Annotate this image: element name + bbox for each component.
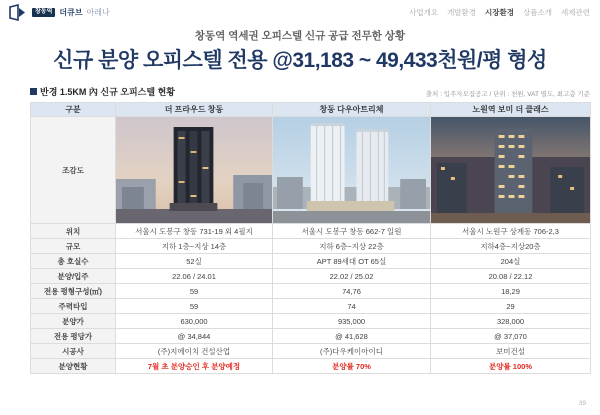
row-label: 분양가 [31, 314, 116, 329]
logo-badge: 창동역 [32, 8, 55, 17]
nav-item-1[interactable]: 개발환경 [447, 8, 477, 17]
cell: 서울시 도봉구 창동 731-19 외 4필지 [116, 224, 273, 239]
cell: 29 [431, 299, 591, 314]
cell: 서울시 도봉구 창동 662-7 일원 [273, 224, 431, 239]
building-rendering-bomi-the-class [431, 117, 590, 223]
cell: @ 34,844 [116, 329, 273, 344]
row-label: 분양현황 [31, 359, 116, 374]
legend-square-icon [30, 88, 37, 95]
cell: 18,29 [431, 284, 591, 299]
cell: 935,000 [273, 314, 431, 329]
corner-header-cell: 구분 [31, 103, 116, 117]
cell: 328,000 [431, 314, 591, 329]
table-row-3 [31, 269, 591, 284]
cube-logo-icon [8, 4, 28, 21]
top-bar [8, 4, 590, 26]
brand-suffix: 아레나 [86, 8, 110, 17]
brand-name: 더큐브 [59, 8, 83, 17]
column-header-bomi-the-class: 노원역 보미 더 클래스 [431, 103, 591, 117]
cell: APT 89세대 OT 65실 [273, 254, 431, 269]
row-label: 시공사 [31, 344, 116, 359]
building-rendering-dau-atriche [273, 117, 430, 223]
cell: 지하 6층~지상 22층 [273, 239, 431, 254]
slide-subtitle: 창동역 역세권 오피스텔 신규 공급 전무한 상황 [194, 30, 406, 42]
cell: 52실 [116, 254, 273, 269]
row-label: 전용 평형구성(㎡) [31, 284, 116, 299]
table-row-2 [31, 254, 591, 269]
row-label: 총 호실수 [31, 254, 116, 269]
cell: 22.06 / 24.01 [116, 269, 273, 284]
rendering-cell-proud-changdong [116, 117, 273, 224]
nav-item-3[interactable]: 상품소개 [523, 8, 553, 17]
table-meta [30, 85, 590, 98]
table-header-row [31, 103, 591, 117]
row-label: 위치 [31, 224, 116, 239]
row-label: 주력타입 [31, 299, 116, 314]
slide-title: 신규 분양 오피스텔 전용 @31,183 ~ 49,433천원/평 형성 [53, 49, 547, 72]
cell: 630,000 [116, 314, 273, 329]
cell: (주)지에이치 건설산업 [116, 344, 273, 359]
cell: 59 [116, 284, 273, 299]
column-header-dau-atriche: 창동 다우아트리체 [273, 103, 431, 117]
cell: 20.08 / 22.12 [431, 269, 591, 284]
table-row-1 [31, 239, 591, 254]
building-rendering-proud-changdong [116, 117, 272, 223]
table-row-6 [31, 314, 591, 329]
cell: 59 [116, 299, 273, 314]
section-legend [30, 85, 175, 98]
cell: 분양률 100% [431, 359, 591, 374]
rendering-row-label: 조감도 [31, 117, 116, 224]
cell: 지하4층~지상20층 [431, 239, 591, 254]
cell: 74,76 [273, 284, 431, 299]
cell: 204실 [431, 254, 591, 269]
cell: 서울시 노원구 상계동 706-2,3 [431, 224, 591, 239]
cell: @ 37,070 [431, 329, 591, 344]
cell: 지하 1층~지상 14층 [116, 239, 273, 254]
nav-item-4[interactable]: 세제관련 [561, 8, 590, 17]
cell: 22.02 / 25.02 [273, 269, 431, 284]
table-row-5 [31, 299, 591, 314]
cell: (주)다우케이아이디 [273, 344, 431, 359]
officetel-comparison-table [30, 102, 591, 374]
source-note: 출처 : 입주자모집공고 / 단위 : 천원, VAT 별도, 최고층 기준 [425, 91, 590, 98]
top-nav [409, 4, 590, 18]
cell: @ 41,628 [273, 329, 431, 344]
row-label: 전용 평당가 [31, 329, 116, 344]
row-label: 분양/입주 [31, 269, 116, 284]
row-label: 규모 [31, 239, 116, 254]
cell: 74 [273, 299, 431, 314]
column-header-proud-changdong: 더 프라우드 창동 [116, 103, 273, 117]
logo[interactable] [8, 4, 110, 21]
page-number: 39 [578, 400, 586, 407]
table-row-8 [31, 344, 591, 359]
nav-item-0[interactable]: 사업개요 [409, 8, 439, 17]
cell: 7월 초 분양승인 후 분양예정 [116, 359, 273, 374]
table-row-9 [31, 359, 591, 374]
nav-item-2[interactable]: 시장환경 [485, 8, 515, 17]
cell: 분양률 70% [273, 359, 431, 374]
table-row-7 [31, 329, 591, 344]
table-row-4 [31, 284, 591, 299]
rendering-row [31, 117, 591, 224]
cell: 보미건설 [431, 344, 591, 359]
rendering-cell-bomi-the-class [431, 117, 591, 224]
rendering-cell-dau-atriche [273, 117, 431, 224]
legend-label: 반경 1.5KM 內 신규 오피스텔 현황 [40, 87, 175, 97]
table-row-0 [31, 224, 591, 239]
